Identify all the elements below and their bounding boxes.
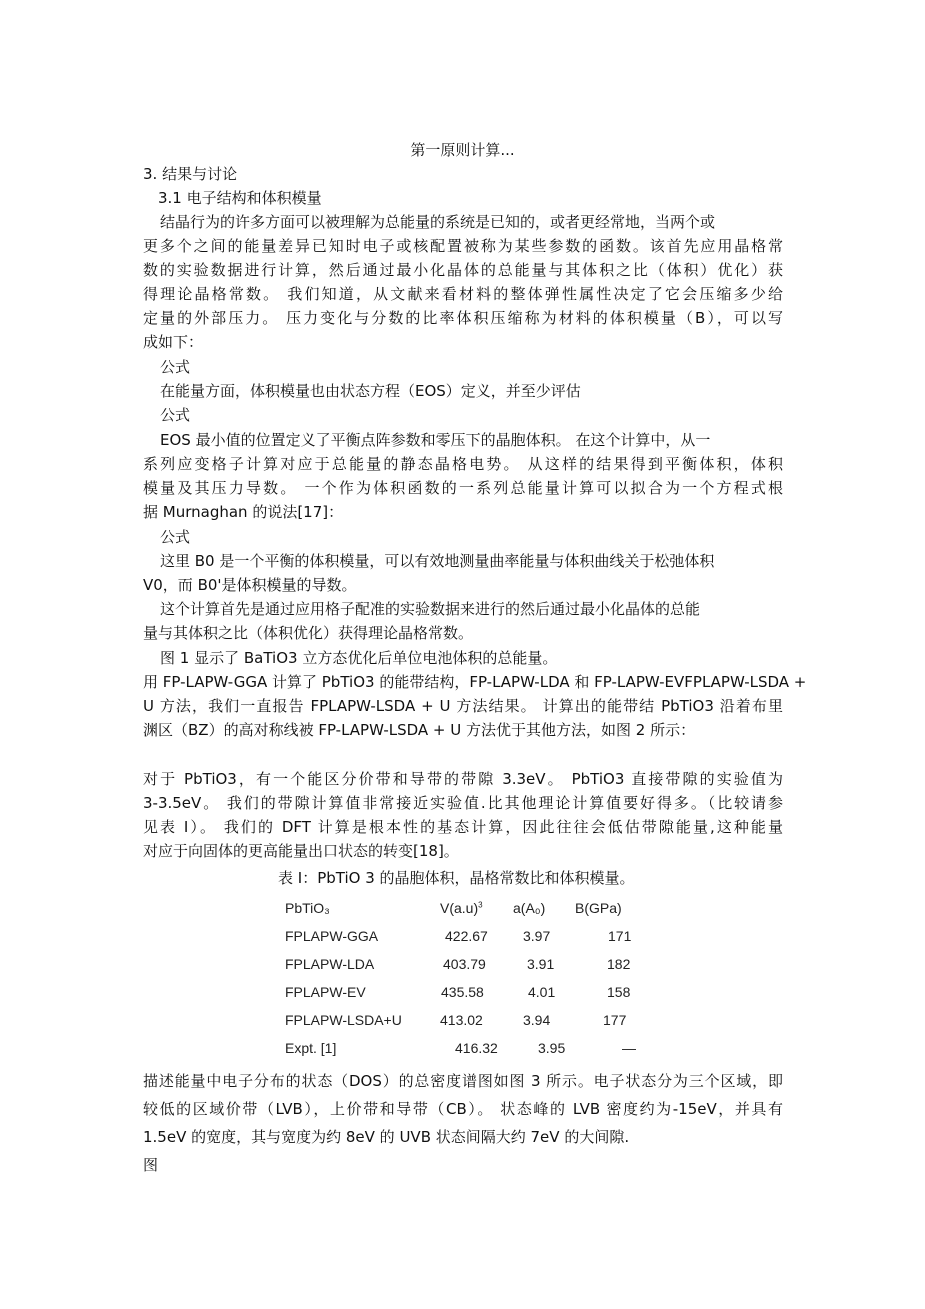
table-cell: 422.67	[445, 928, 488, 944]
page-title: 第一原则计算...	[410, 141, 515, 159]
table-cell: 3.91	[527, 956, 555, 972]
table-header-superscript: 3	[478, 900, 483, 910]
table-cell: 177	[603, 1012, 627, 1028]
paragraph-line: 系列应变格子计算对应于总能量的静态晶格电势。 从这样的结果得到平衡体积，体积	[143, 455, 783, 473]
paragraph-line: 据 Murnaghan 的说法[17]：	[143, 503, 344, 521]
paragraph-line: 定量的外部压力。 压力变化与分数的比率体积压缩称为材料的体积模量（B），可以写	[143, 309, 783, 327]
table-cell: 3.94	[523, 1012, 551, 1028]
formula-placeholder: 公式	[160, 358, 191, 376]
paragraph-line: 这里 B0 是一个平衡的体积模量，可以有效地测量曲率能量与体积曲线关于松弛体积	[160, 552, 715, 570]
paragraph-line: 模量及其压力导数。 一个作为体积函数的一系列总能量计算可以拟合为一个方程式根	[143, 479, 783, 497]
table-cell: FPLAPW-LDA	[285, 956, 375, 972]
table-cell: 182	[607, 956, 631, 972]
table-cell: 413.02	[440, 1012, 483, 1028]
table-header	[440, 900, 483, 916]
table-cell: 435.58	[441, 984, 484, 1000]
paragraph-line: 较低的区域价带（LVB），上价带和导带（CB）。 状态峰的 LVB 密度约为-15eV，并具有	[143, 1100, 783, 1118]
paragraph-line: 更多个之间的能量差异已知时电子或核配置被称为某些参数的函数。该首先应用晶格常	[143, 237, 783, 255]
paragraph-line: EOS 最小值的位置定义了平衡点阵参数和零压下的晶胞体积。 在这个计算中，从一	[160, 431, 711, 449]
table-cell: 171	[608, 928, 632, 944]
paragraph-line: 在能量方面，体积模量也由状态方程（EOS）定义，并至少评估	[160, 382, 581, 400]
paragraph-line: 结晶行为的许多方面可以被理解为总能量的系统是已知的，或者更经常地，当两个或	[160, 213, 716, 231]
table-cell: 3.95	[538, 1040, 566, 1056]
table-cell: FPLAPW-GGA	[285, 928, 379, 944]
table-header: a(A₀)	[513, 900, 546, 916]
table-cell: FPLAPW-LSDA+U	[285, 1012, 402, 1028]
section-heading: 3. 结果与讨论	[143, 165, 238, 183]
table-caption: 表 I：PbTiO 3 的晶胞体积，晶格常数比和体积模量。	[278, 869, 635, 887]
table-cell: Expt. [1]	[285, 1040, 337, 1056]
paragraph-line: 量与其体积之比（体积优化）获得理论晶格常数。	[143, 624, 474, 642]
table-cell: 3.97	[523, 928, 551, 944]
paragraph-line: 数的实验数据进行计算，然后通过最小化晶体的总能量与其体积之比（体积）优化）获	[143, 261, 783, 279]
paragraph-line: 3-3.5eV。 我们的带隙计算值非常接近实验值.比其他理论计算值要好得多。（比较请参	[143, 794, 783, 812]
paragraph-line: 得理论晶格常数。 我们知道，从文献来看材料的整体弹性属性决定了它会压缩多少给	[143, 285, 783, 303]
table-cell: 403.79	[443, 956, 486, 972]
paragraph-line: 图 1 显示了 BaTiO3 立方态优化后单位电池体积的总能量。	[160, 649, 558, 667]
paragraph-line: V0，而 B0'是体积模量的导数。	[143, 576, 357, 594]
formula-placeholder: 公式	[160, 528, 191, 546]
formula-placeholder: 公式	[160, 406, 191, 424]
paragraph-line: 这个计算首先是通过应用格子配准的实验数据来进行的然后通过最小化晶体的总能	[160, 600, 701, 618]
table-cell: 416.32	[455, 1040, 498, 1056]
paragraph-line: 描述能量中电子分布的状态（DOS）的总密度谱图如图 3 所示。电子状态分为三个区域，即	[143, 1072, 783, 1090]
paragraph-line: 见表 I）。 我们的 DFT 计算是根本性的基态计算，因此往往会低估带隙能量,这种能量	[143, 818, 783, 836]
table-cell: 158	[607, 984, 631, 1000]
table-header-text: V(a.u)	[440, 900, 479, 916]
table-cell: FPLAPW-EV	[285, 984, 366, 1000]
table-header: B(GPa)	[575, 900, 622, 916]
table-header: PbTiO₃	[285, 900, 330, 916]
paragraph-line: 对于 PbTiO3，有一个能区分价带和导带的带隙 3.3eV。 PbTiO3 直接带隙的实验值为	[143, 770, 783, 788]
subsection-heading: 3.1 电子结构和体积模量	[158, 189, 322, 207]
paragraph-line: 用 FP-LAPW-GGA 计算了 PbTiO3 的能带结构，FP-LAPW-LDA 和 FP-LAPW-EVFPLAPW-LSDA +	[143, 673, 807, 691]
paragraph-line: 1.5eV 的宽度，其与宽度为约 8eV 的 UVB 状态间隔大约 7eV 的大间隙.	[143, 1128, 630, 1146]
table-cell: 4.01	[528, 984, 556, 1000]
paragraph-line: U 方法，我们一直报告 FPLAPW-LSDA + U 方法结果。 计算出的能带结 PbTiO3 沿着布里	[143, 697, 783, 715]
paragraph-line: 成如下：	[143, 333, 204, 351]
paragraph-line: 渊区（BZ）的高对称线被 FP-LAPW-LSDA + U 方法优于其他方法，如图 2 所示：	[143, 721, 696, 739]
table-cell: —	[622, 1040, 636, 1056]
figure-label: 图	[143, 1156, 159, 1174]
paragraph-line: 对应于向固体的更高能量出口状态的转变[18]。	[143, 842, 459, 860]
